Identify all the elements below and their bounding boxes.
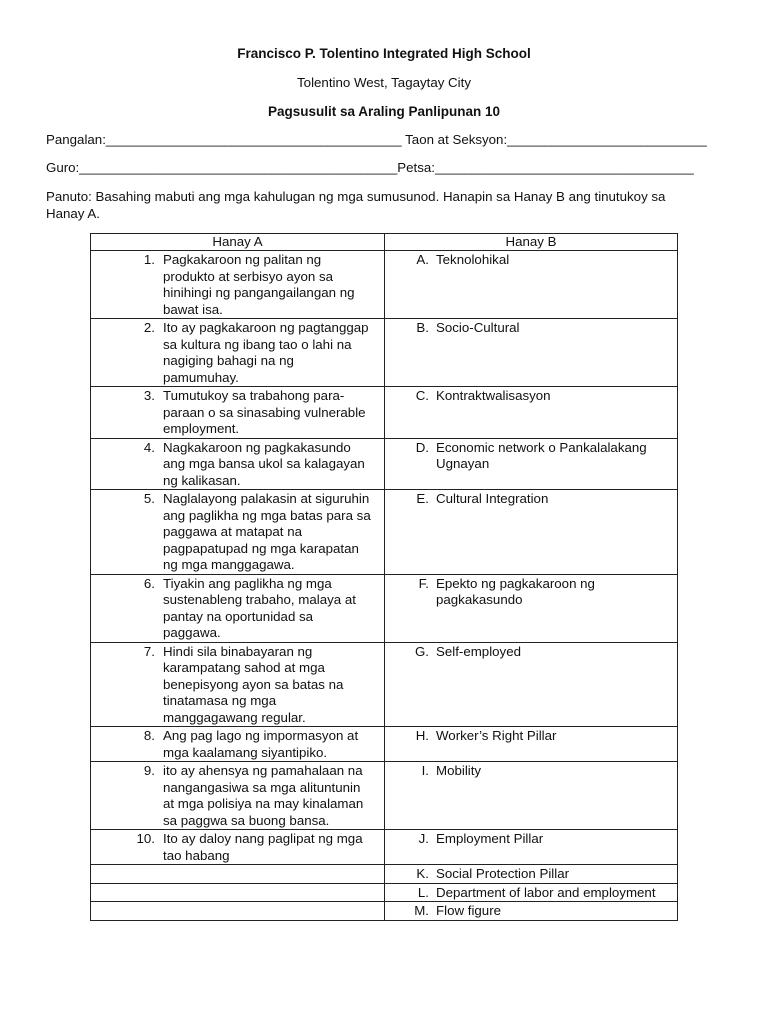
column-b-cell — [385, 830, 678, 865]
table-row — [91, 490, 678, 575]
item-number: 6. — [143, 575, 155, 591]
choice-letter: H. — [415, 728, 429, 743]
column-a-item — [91, 251, 384, 318]
choice-text: Department of labor and employment — [436, 884, 656, 900]
column-a-item — [91, 762, 384, 829]
school-name: Francisco P. Tolentino Integrated High School — [237, 46, 531, 61]
choice-letter: K. — [416, 866, 429, 881]
item-number: 4. — [143, 439, 155, 455]
column-b-cell — [385, 490, 678, 575]
column-b-item — [385, 865, 677, 883]
table-header-row — [91, 234, 678, 251]
column-b-cell — [385, 251, 678, 319]
choice-letter: F. — [418, 575, 429, 591]
table-row — [91, 727, 678, 762]
choice-text: Epekto ng pagkakaroon ng pagkakasundo — [436, 575, 595, 607]
column-a-cell — [91, 438, 385, 490]
column-b-cell — [385, 727, 678, 762]
column-a-cell — [91, 387, 385, 439]
column-b-item — [385, 643, 677, 661]
column-a-item — [91, 319, 384, 386]
column-b-cell — [385, 902, 678, 921]
choice-letter: J. — [418, 831, 429, 846]
table-row — [91, 251, 678, 319]
choice-letter: B. — [416, 320, 429, 335]
item-description: Ito ay daloy nang paglipat ng mga tao habang — [163, 831, 363, 863]
item-number: 5. — [143, 491, 155, 506]
choice-text: Economic network o Pankalalakang Ugnayan — [436, 439, 647, 471]
choice-text: Cultural Integration — [436, 491, 549, 506]
choice-letter: G. — [414, 643, 429, 659]
item-number: 10. — [136, 831, 155, 846]
choice-letter: E. — [416, 491, 429, 506]
choice-text: Worker’s Right Pillar — [436, 728, 557, 743]
column-a-cell — [91, 574, 385, 642]
table-row — [91, 438, 678, 490]
column-a-cell — [91, 762, 385, 830]
choice-text: Social Protection Pillar — [436, 866, 570, 881]
item-description: Ito ay pagkakaroon ng pagtanggap sa kultura ng ibang tao o lahi na nagiging bahagi na ng pamumuhay. — [163, 320, 369, 385]
choice-text: Teknolohikal — [436, 252, 510, 267]
item-number: 3. — [143, 388, 155, 403]
column-b-item — [385, 490, 677, 508]
teacher-date-line: Guro:___________________________________________Petsa:___________________________________ — [46, 160, 694, 175]
column-b-item — [385, 727, 677, 745]
column-a-cell — [91, 319, 385, 387]
item-number: 1. — [143, 252, 155, 267]
school-address: Tolentino West, Tagaytay City — [297, 75, 471, 90]
choice-letter: I. — [421, 763, 429, 778]
column-b-item — [385, 575, 677, 609]
instructions: Panuto: Basahing mabuti ang mga kahulugan ng mga sumusunod. Hanapin sa Hanay B ang tinutukoy sa Hanay A. — [46, 189, 666, 221]
column-a-item — [91, 643, 384, 727]
column-b-item — [385, 902, 677, 920]
choice-letter: A. — [416, 252, 429, 267]
table-row — [91, 902, 678, 921]
column-b-item — [385, 884, 677, 902]
column-a-cell — [91, 727, 385, 762]
column-a-item — [91, 727, 384, 761]
column-b-cell — [385, 387, 678, 439]
column-b-cell — [385, 865, 678, 884]
choice-text: Self-employed — [436, 643, 521, 659]
item-number: 8. — [143, 728, 155, 743]
item-description: Nagkakaroon ng pagkakasundo ang mga bansa ukol sa kalagayan ng kalikasan. — [163, 439, 365, 488]
choice-letter: M. — [414, 903, 429, 918]
column-b-item — [385, 762, 677, 780]
item-description: ito ay ahensya ng pamahalaan na nangangasiwa sa mga alituntunin at mga polisiya na may kinalaman sa paggwa sa buong bansa. — [163, 763, 364, 828]
column-a-item — [91, 575, 384, 642]
table-row — [91, 830, 678, 865]
choice-text: Flow figure — [436, 903, 502, 918]
item-description: Tumutukoy sa trabahong para-paraan o sa sinasabing vulnerable employment. — [163, 388, 366, 436]
column-a-item — [91, 830, 384, 864]
column-b-item — [385, 387, 677, 405]
column-b-cell — [385, 574, 678, 642]
column-a-cell — [91, 490, 385, 575]
column-b-cell — [385, 438, 678, 490]
column-a-header: Hanay A — [91, 234, 385, 251]
column-b-header: Hanay B — [385, 234, 678, 251]
choice-text: Socio-Cultural — [436, 320, 520, 335]
item-description: Pagkakaroon ng palitan ng produkto at serbisyo ayon sa hinihingi ng pangangailangan ng bawat isa. — [163, 252, 355, 317]
column-b-cell — [385, 762, 678, 830]
test-title: Pagsusulit sa Araling Panlipunan 10 — [267, 104, 501, 119]
column-b-item — [385, 319, 677, 337]
column-a-cell — [91, 251, 385, 319]
table-row — [91, 574, 678, 642]
table-row — [91, 387, 678, 439]
column-a-cell — [91, 642, 385, 727]
choice-text: Mobility — [436, 763, 482, 778]
table-row — [91, 319, 678, 387]
column-b-item — [385, 251, 677, 269]
choice-letter: L. — [417, 884, 429, 900]
item-description: Ang pag lago ng impormasyon at mga kaalamang siyantipiko. — [163, 728, 359, 760]
choice-text: Employment Pillar — [436, 831, 544, 846]
column-b-cell — [385, 319, 678, 387]
item-number: 9. — [143, 763, 155, 778]
column-b-cell — [385, 883, 678, 902]
name-section-line: Pangalan:________________________________________ Taon at Seksyon:___________________________ — [46, 132, 707, 147]
table-row — [91, 865, 678, 884]
column-a-cell — [91, 830, 385, 865]
item-description: Naglalayong palakasin at siguruhin ang paglikha ng mga batas para sa paggawa at matapat na pagpapatupad ng mga karapatan ng mga manggagawa. — [163, 491, 371, 572]
choice-text: Kontraktwalisasyon — [436, 388, 551, 403]
column-a-item — [91, 387, 384, 438]
column-b-item — [385, 830, 677, 848]
table-row — [91, 883, 678, 902]
table-row — [91, 642, 678, 727]
column-a-item — [91, 490, 384, 574]
item-number: 2. — [143, 320, 155, 335]
item-description: Hindi sila binabayaran ng karampatang sahod at mga benepisyong ayon sa batas na tinatamasa ng mga manggagawang regular. — [163, 643, 344, 725]
column-a-cell — [91, 883, 385, 902]
choice-letter: C. — [415, 388, 429, 403]
item-description: Tiyakin ang paglikha ng mga sustenableng trabaho, malaya at pantay na oportunidad sa paggawa. — [163, 575, 356, 640]
choice-letter: D. — [415, 439, 429, 455]
column-b-cell — [385, 642, 678, 727]
table-row — [91, 762, 678, 830]
column-b-item — [385, 439, 677, 473]
column-a-cell — [91, 865, 385, 884]
item-number: 7. — [143, 643, 155, 659]
column-a-cell — [91, 902, 385, 921]
matching-table — [90, 233, 678, 921]
column-a-item — [91, 439, 384, 490]
